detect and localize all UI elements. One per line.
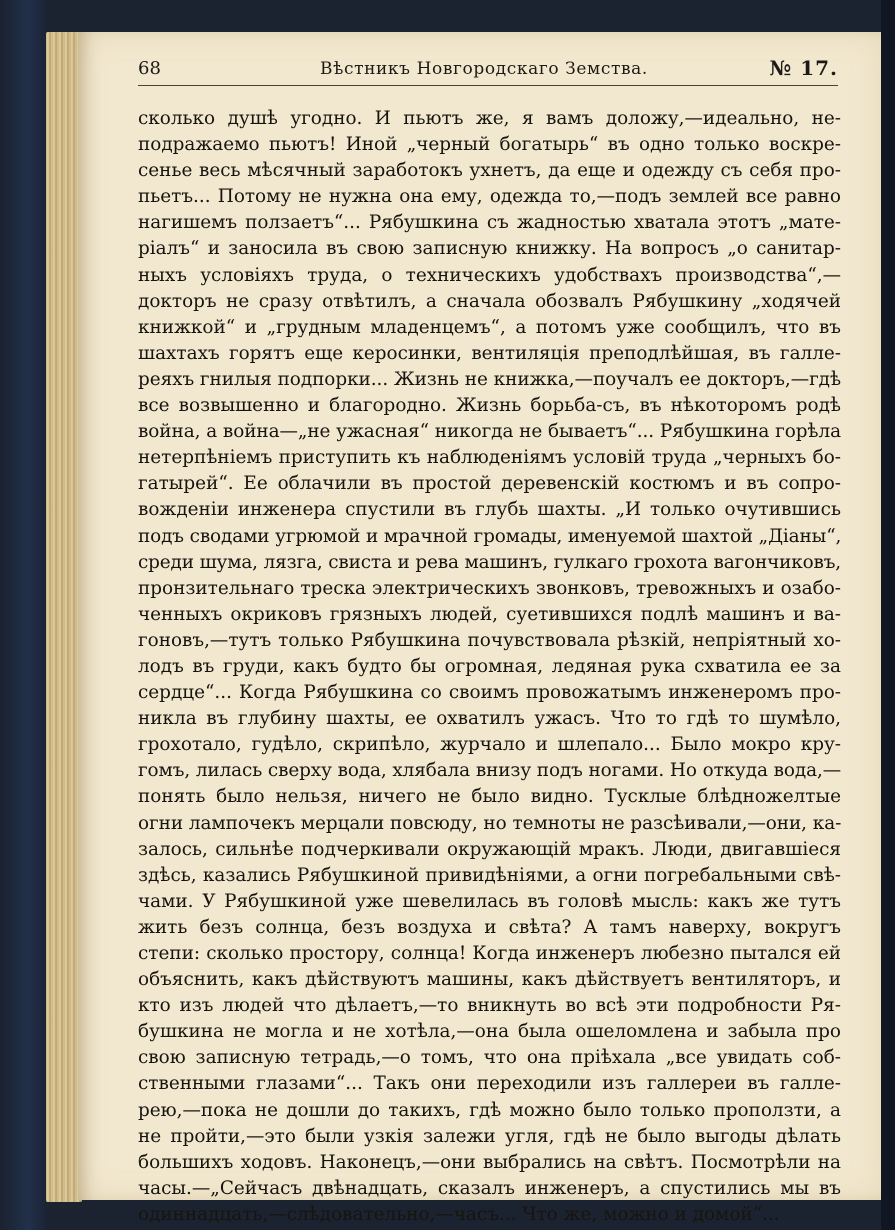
text-line: жить безъ солнца, безъ воздуха и свѣта? А тамъ наверху, вокругъ bbox=[138, 916, 841, 938]
text-line: нетерпѣніемъ приступить къ наблюденіямъ условій труда „черныхъ бо- bbox=[138, 447, 841, 469]
text-line: сколько душѣ угодно. И пьютъ же, я вамъ доложу,—идеально, не- bbox=[138, 108, 841, 129]
text-line: бушкина не могла и не хотѣла,—она была ошеломлена и забыла про bbox=[138, 1021, 841, 1043]
text-line: подражаемо пьютъ! Иной „черный богатырь“ въ одно только воскре- bbox=[138, 134, 841, 156]
text-line: гоновъ,—тутъ только Рябушкина почувствовала рѣзкій, непріятный хо- bbox=[138, 629, 841, 651]
text-line: ченныхъ окриковъ грязныхъ людей, суетившихся подлѣ машинъ и ва- bbox=[138, 603, 841, 625]
text-line: реяхъ гнилыя подпорки... Жизнь не книжка,—поучалъ ее докторъ,—гдѣ bbox=[138, 368, 841, 390]
text-line: ныхъ условіяхъ труда, о техническихъ удобствахъ производства“,— bbox=[138, 264, 841, 286]
book-binding-right bbox=[881, 0, 895, 1230]
text-line: чами. У Рябушкиной уже шевелилась въ головѣ мысль: какъ же тутъ bbox=[138, 890, 841, 912]
text-line: ріалъ“ и заносила въ свою записную книжку. На вопросъ „о санитар- bbox=[138, 238, 841, 260]
text-line: гомъ, лилась сверху вода, хлябала внизу подъ ногами. Но откуда вода,— bbox=[138, 760, 841, 782]
text-line: среди шума, лязга, свиста и рева машинъ, гулкаго грохота вагончиковъ, bbox=[138, 551, 841, 573]
text-line: война, а война—„не ужасная“ никогда не бываетъ“... Рябушкина горѣла bbox=[138, 421, 841, 443]
text-line: не пройти,—это были узкія залежи угля, гдѣ не было выгоды дѣлать bbox=[138, 1125, 841, 1147]
text-line: кто изъ людей что дѣлаетъ,—то вникнуть во всѣ эти подробности Ря- bbox=[138, 995, 841, 1017]
text-line: объяснить, какъ дѣйствуютъ машины, какъ дѣйствуетъ вентиляторъ, и bbox=[138, 969, 841, 991]
text-line: никла въ глубину шахты, ее охватилъ ужасъ. Что то гдѣ то шумѣло, bbox=[138, 708, 841, 730]
text-line: часы.—„Сейчасъ двѣнадцать, сказалъ инженеръ, а спустились мы въ bbox=[138, 1177, 841, 1199]
text-line: вожденіи инженера спустили въ глубь шахты. „И только очутившись bbox=[138, 499, 841, 521]
text-line: гатырей“. Ее облачили въ простой деревенскій костюмъ и въ сопро- bbox=[138, 473, 841, 495]
text-line: докторъ не сразу отвѣтилъ, а сначала обозвалъ Рябушкину „ходячей bbox=[138, 290, 841, 312]
text-line: ственными глазами“... Такъ они переходили изъ галлереи въ галле- bbox=[138, 1073, 841, 1095]
page-edges bbox=[46, 32, 82, 1202]
text-line: свою записную тетрадь,—о томъ, что она пріѣхала „все увидать соб- bbox=[138, 1047, 841, 1069]
text-line: одиннадцать,—слѣдовательно,—часъ... Что же, можно и домой“... bbox=[138, 1203, 780, 1225]
text-line: понять было нельзя, ничего не было видно. Тусклые блѣдножелтые bbox=[138, 786, 841, 808]
page-number: 68 bbox=[138, 58, 161, 79]
text-line: залось, сильнѣе подчеркивали окружающій мракъ. Люди, двигавшіеся bbox=[138, 838, 841, 860]
text-line: лодъ въ груди, какъ будто бы огромная, ледяная рука схватила ее за bbox=[138, 655, 841, 677]
text-line: степи: сколько простору, солнца! Когда инженеръ любезно пытался ей bbox=[138, 943, 841, 964]
issue-number: № 17. bbox=[769, 56, 838, 80]
text-line: книжкой“ и „грудным младенцемъ“, а потомъ уже сообщилъ, что въ bbox=[138, 316, 841, 338]
header-rule bbox=[138, 85, 838, 86]
text-line: подъ сводами угрюмой и мрачной громады, именуемой шахтой „Діаны“, bbox=[138, 525, 842, 547]
book-page bbox=[78, 32, 881, 1225]
text-line: пронзительнаго треска электрическихъ звонковъ, тревожныхъ и озабо- bbox=[138, 577, 841, 599]
body-text bbox=[138, 106, 841, 1228]
text-line: пьетъ... Потому не нужна она ему, одежда то,—подъ землей все равно bbox=[138, 186, 841, 208]
journal-title: Вѣстникъ Новгородскаго Земства. bbox=[320, 59, 648, 79]
running-header bbox=[138, 54, 838, 84]
text-line: все возвышенно и благородно. Жизнь борьба-съ, въ нѣкоторомъ родѣ bbox=[138, 395, 841, 417]
text-line: рею,—пока не дошли до такихъ, гдѣ можно было только проползти, а bbox=[138, 1099, 841, 1121]
text-line: огни лампочекъ мерцали повсюду, но темноты не разсѣивали,—они, ка- bbox=[138, 812, 842, 834]
text-line: сердце“... Когда Рябушкина со своимъ провожатымъ инженеромъ про- bbox=[138, 682, 841, 704]
text-line: сенье весь мѣсячный заработокъ ухнетъ, да еще и одежду съ себя про- bbox=[138, 160, 841, 182]
text-line: большихъ ходовъ. Наконецъ,—они выбрались на свѣтъ. Посмотрѣли на bbox=[138, 1151, 841, 1173]
text-line: грохотало, гудѣло, скрипѣло, журчало и шлепало... Было мокро кру- bbox=[138, 734, 841, 756]
text-line: шахтахъ горятъ еще керосинки, вентиляція преподлѣйшая, въ галле- bbox=[138, 342, 841, 364]
text-line: здѣсь, казались Рябушкиной привидѣніями, а огни погребальными свѣ- bbox=[138, 864, 841, 886]
book-binding-left bbox=[0, 0, 46, 1230]
text-line: нагишемъ ползаетъ“... Рябушкина съ жадностью хватала этотъ „мате- bbox=[138, 212, 841, 234]
